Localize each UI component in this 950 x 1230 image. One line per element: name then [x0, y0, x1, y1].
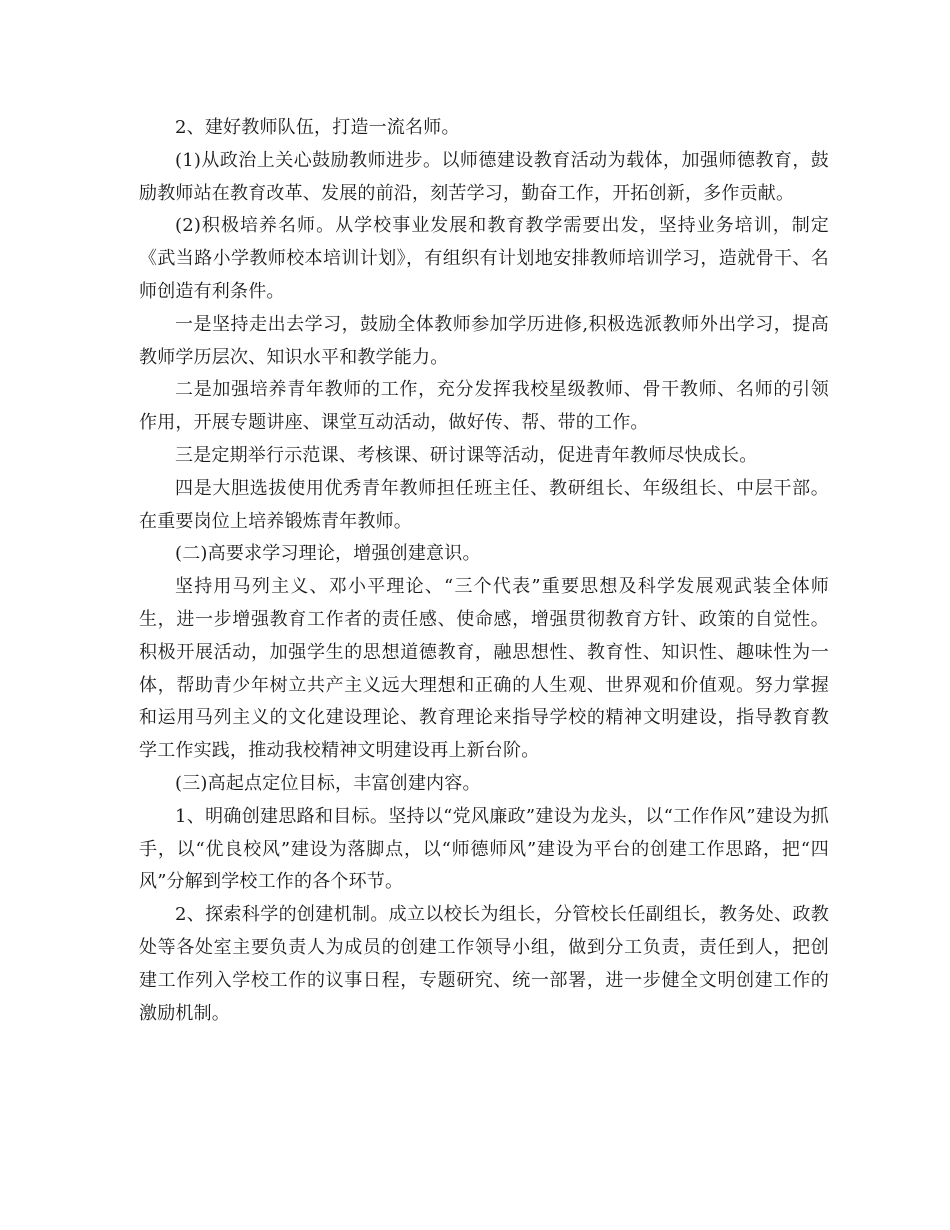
- paragraph-teacher-team-heading: 2、建好教师队伍，打造一流名师。: [175, 117, 460, 138]
- paragraph-political-care: (1)从政治上关心鼓励教师进步。以师德建设教育活动为载体，加强师德教育，鼓励教师站在教育改革、发展的前沿，刻苦学习，勤奋工作，开拓创新，多作贡献。: [139, 149, 829, 204]
- paragraph-point-three: 三是定期举行示范课、考核课、研讨课等活动，促进青年教师尽快成长。: [175, 444, 758, 466]
- paragraph-creation-ideas: 1、明确创建思路和目标。坚持以“党风廉政”建设为龙头，以“工作作风”建设为抓手，以“优良校风”建设为落脚点，以“师德师风”建设为平台的创建工作思路，把“四风”分解到学校工作的各个环节。: [139, 805, 829, 893]
- paragraph-point-one: 一是坚持走出去学习，鼓励全体教师参加学历进修,积极选派教师外出学习，提高教师学历层次、知识水平和教学能力。: [139, 313, 829, 368]
- paragraph-theory-study: 坚持用马列主义、邓小平理论、“三个代表”重要思想及科学发展观武装全体师生，进一步增强教育工作者的责任感、使命感，增强贯彻教育方针、政策的自觉性。积极开展活动，加强学生的思想道德教育，融思想性、教育性、知识性、趣味性为一体，帮助青少年树立共产主义远大理想和正确的人生观、世界观和价值观。努力掌握和运用马列主义的文化建设理论、教育理论来指导学校的精神文明建设，指导教育教学工作实践，推动我校精神文明建设再上新台阶。: [139, 576, 829, 762]
- paragraph-point-four: 四是大胆选拔使用优秀青年教师担任班主任、教研组长、年级组长、中层干部。在重要岗位上培养锻炼青年教师。: [139, 477, 829, 532]
- section-heading-targets: (三)高起点定位目标，丰富创建内容。: [175, 772, 481, 794]
- paragraph-cultivate-famous-teachers: (2)积极培养名师。从学校事业发展和教育教学需要出发，坚持业务培训，制定《武当路小学教师校本培训计划》，有组织有计划地安排教师培训学习，造就骨干、名师创造有利条件。: [139, 215, 829, 302]
- paragraph-creation-mechanism: 2、探索科学的创建机制。成立以校长为组长，分管校长任副组长，教务处、政教处等各处室主要负责人为成员的创建工作领导小组，做到分工负责，责任到人，把创建工作列入学校工作的议事日程，专题研究、统一部署，进一步健全文明创建工作的激励机制。: [139, 904, 829, 1024]
- document-body: [139, 112, 829, 1030]
- paragraph-point-two: 二是加强培养青年教师的工作，充分发挥我校星级教师、骨干教师、名师的引领作用，开展专题讲座、课堂互动活动，做好传、帮、带的工作。: [139, 379, 829, 434]
- section-heading-theory-study: (二)高要求学习理论，增强创建意识。: [175, 543, 481, 565]
